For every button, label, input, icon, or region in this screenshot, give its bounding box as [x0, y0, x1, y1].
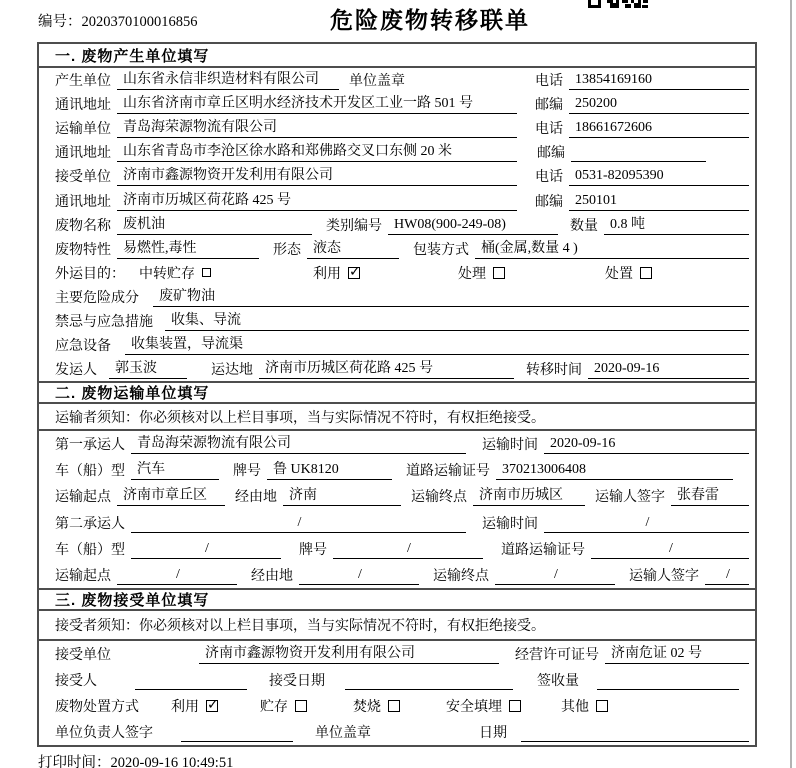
purpose-dispose — [605, 263, 652, 283]
row-receiver-person — [39, 667, 755, 693]
license-label: 经营许可证号 — [515, 647, 599, 663]
generator-zip-value: 250200 — [569, 94, 749, 114]
transport-time-label: 运输时间 — [482, 438, 538, 454]
transport-time-value: / — [544, 513, 749, 533]
row-vehicle-type-1 — [39, 457, 755, 483]
consignor-value: 郭玉波 — [109, 359, 187, 379]
serial-number — [38, 10, 198, 31]
checkbox-label: 利用 — [313, 266, 341, 282]
emergency-measures-label: 禁忌与应急措施 — [55, 314, 153, 330]
waste-property-label: 废物特性 — [55, 242, 111, 258]
waste-name-label: 废物名称 — [55, 218, 111, 234]
date-label: 日期 — [479, 725, 507, 741]
checkbox-checked-icon — [348, 267, 360, 279]
row-generator-address — [39, 92, 755, 116]
unit-seal-label: 单位盖章 — [315, 725, 371, 741]
receiver-phone-label: 电话 — [535, 170, 563, 186]
emergency-equipment-label: 应急设备 — [55, 339, 111, 355]
waste-qty-value: 0.8 吨 — [604, 215, 749, 235]
row-receiver-unit — [39, 164, 755, 188]
section-1-title: 一. 废物产生单位填写 — [39, 44, 755, 68]
vehicle-type-label: 车（船）型 — [55, 464, 125, 480]
generator-address-label: 通讯地址 — [55, 98, 111, 114]
transporter-address-label: 通讯地址 — [55, 146, 111, 162]
checkbox-label: 其他 — [561, 699, 589, 715]
receiver-zip-value: 250101 — [569, 191, 749, 211]
receive-date-value — [345, 670, 513, 690]
packing-label: 包装方式 — [413, 242, 469, 258]
plate-value: 鲁 UK8120 — [267, 460, 392, 480]
print-time — [38, 751, 233, 768]
row-disposal-method — [39, 693, 755, 719]
row-transporter-unit — [39, 116, 755, 140]
row-hazard-component — [39, 285, 755, 309]
section-2-title: 二. 废物运输单位填写 — [39, 381, 755, 404]
receiver-notice: 接受者须知：你必须核对以上栏目事项，当与实际情况不符时，有权拒绝接受。 — [39, 611, 755, 641]
route-via-label: 经由地 — [251, 568, 293, 584]
second-carrier-label: 第二承运人 — [55, 516, 125, 532]
generator-address-value: 山东省济南市章丘区明水经济技术开发区工业一路 501 号 — [117, 94, 517, 114]
row-route-2 — [39, 562, 755, 588]
generator-unit-value: 山东省永信非织造材料有限公司 — [117, 70, 339, 90]
hazard-component-label: 主要危险成分 — [55, 290, 139, 306]
receiver-address-value: 济南市历城区荷花路 425 号 — [117, 191, 517, 211]
transporter-phone-value: 18661672606 — [569, 118, 749, 138]
checkbox-checked-icon — [206, 700, 218, 712]
disposal-method-label: 废物处置方式 — [55, 699, 139, 715]
disposal-other — [561, 696, 608, 716]
checkbox-label: 安全填埋 — [446, 699, 502, 715]
qr-code-fragment — [588, 0, 648, 10]
receiver-unit-value: 济南市鑫源物资开发利用有限公司 — [117, 166, 517, 186]
waste-form-value: 液态 — [307, 239, 399, 259]
checkbox-icon — [388, 700, 400, 712]
carrier-sign-label: 运输人签字 — [629, 568, 699, 584]
road-permit-value: 370213006408 — [496, 460, 733, 480]
receiver-person-value — [135, 670, 247, 690]
row-consignor — [39, 357, 755, 381]
checkbox-label: 处理 — [458, 266, 486, 282]
purpose-transit-storage — [139, 263, 211, 283]
disposal-landfill — [446, 696, 521, 716]
checkbox-label: 利用 — [171, 699, 199, 715]
transporter-unit-label: 运输单位 — [55, 122, 111, 138]
generator-phone-label: 电话 — [535, 74, 563, 90]
row-transfer-purpose — [39, 261, 755, 285]
row-waste-name — [39, 213, 755, 237]
row-receiving-unit — [39, 641, 755, 667]
transport-time-label: 运输时间 — [482, 516, 538, 532]
transporter-unit-value: 青岛海荣源物流有限公司 — [117, 118, 517, 138]
receiver-person-label: 接受人 — [55, 673, 97, 689]
responsible-sign-label: 单位负责人签字 — [55, 725, 153, 741]
row-emergency-measures — [39, 309, 755, 333]
receiver-unit-label: 接受单位 — [55, 170, 111, 186]
route-start-value: 济南市章丘区 — [117, 486, 225, 506]
received-qty-label: 签收量 — [537, 673, 579, 689]
destination-label: 运达地 — [211, 363, 253, 379]
checkbox-label: 贮存 — [260, 699, 288, 715]
purpose-utilize — [313, 263, 360, 283]
route-via-value: 济南 — [283, 486, 401, 506]
disposal-storage — [260, 696, 307, 716]
checkbox-label: 处置 — [605, 266, 633, 282]
checkbox-icon — [596, 700, 608, 712]
checkbox-icon — [202, 268, 211, 277]
unit-seal-label: 单位盖章 — [349, 74, 405, 90]
license-value: 济南危证 02 号 — [605, 644, 749, 664]
first-carrier-label: 第一承运人 — [55, 438, 125, 454]
print-time-value: 2020-09-16 10:49:51 — [110, 755, 234, 768]
row-route-1 — [39, 483, 755, 509]
print-time-label: 打印时间： — [38, 755, 111, 768]
generator-unit-label: 产生单位 — [55, 74, 111, 90]
transporter-notice: 运输者须知：你必须核对以上栏目事项，当与实际情况不符时，有权拒绝接受。 — [39, 404, 755, 431]
received-qty-value — [597, 670, 739, 690]
page-edge-divider — [790, 0, 792, 768]
row-receiver-address — [39, 188, 755, 212]
row-responsible-signature — [39, 719, 755, 745]
destination-value: 济南市历城区荷花路 425 号 — [259, 359, 514, 379]
route-via-value: / — [299, 565, 419, 585]
vehicle-type-value: / — [131, 539, 281, 559]
route-start-label: 运输起点 — [55, 490, 111, 506]
generator-phone-value: 13854169160 — [569, 70, 749, 90]
manifest-form — [37, 42, 757, 747]
vehicle-type-value: 汽车 — [131, 460, 219, 480]
transfer-time-value: 2020-09-16 — [588, 359, 749, 379]
checkbox-icon — [295, 700, 307, 712]
waste-qty-label: 数量 — [570, 218, 598, 234]
route-end-label: 运输终点 — [433, 568, 489, 584]
transporter-zip-value — [571, 142, 706, 162]
receive-date-label: 接受日期 — [269, 673, 325, 689]
transfer-purpose-label: 外运目的： — [55, 266, 125, 282]
road-permit-label: 道路运输证号 — [501, 542, 585, 558]
transporter-phone-label: 电话 — [535, 122, 563, 138]
emergency-measures-value: 收集、导流 — [165, 311, 749, 331]
disposal-incinerate — [353, 696, 400, 716]
waste-property-value: 易燃性,毒性 — [117, 239, 259, 259]
row-transporter-address — [39, 140, 755, 164]
checkbox-label: 中转贮存 — [139, 266, 195, 282]
consignor-label: 发运人 — [55, 363, 97, 379]
row-waste-property — [39, 237, 755, 261]
receiving-unit-label: 接受单位 — [55, 647, 111, 663]
serial-label: 编号： — [38, 14, 82, 30]
date-value — [521, 722, 749, 742]
road-permit-value: / — [591, 539, 749, 559]
receiving-unit-value: 济南市鑫源物资开发利用有限公司 — [199, 644, 499, 664]
responsible-sign-value — [181, 722, 293, 742]
road-permit-label: 道路运输证号 — [406, 464, 490, 480]
checkbox-icon — [509, 700, 521, 712]
section-3-title: 三. 废物接受单位填写 — [39, 588, 755, 611]
route-start-value: / — [117, 565, 237, 585]
checkbox-label: 焚烧 — [353, 699, 381, 715]
waste-name-value: 废机油 — [117, 215, 312, 235]
first-carrier-value: 青岛海荣源物流有限公司 — [131, 434, 466, 454]
disposal-utilize — [171, 696, 218, 716]
carrier-sign-value: / — [705, 565, 749, 585]
route-start-label: 运输起点 — [55, 568, 111, 584]
route-via-label: 经由地 — [235, 490, 277, 506]
packing-value: 桶(金属,数量 4 ) — [475, 239, 749, 259]
checkbox-icon — [640, 267, 652, 279]
page-title: 危险废物转移联单 — [330, 7, 530, 33]
row-second-carrier — [39, 510, 755, 536]
plate-value: / — [333, 539, 483, 559]
row-generator-unit — [39, 68, 755, 92]
transfer-time-label: 转移时间 — [526, 363, 582, 379]
serial-value: 2020370100016856 — [81, 14, 198, 30]
receiver-address-label: 通讯地址 — [55, 194, 111, 210]
transporter-address-value: 山东省青岛市李沧区徐水路和郑佛路交叉口东侧 20 米 — [117, 142, 517, 162]
carrier-sign-label: 运输人签字 — [595, 490, 665, 506]
route-end-value: / — [495, 565, 615, 585]
receiver-phone-value: 0531-82095390 — [569, 166, 749, 186]
plate-label: 牌号 — [233, 464, 261, 480]
row-first-carrier — [39, 431, 755, 457]
route-end-label: 运输终点 — [411, 490, 467, 506]
checkbox-icon — [493, 267, 505, 279]
emergency-equipment-value: 收集装置，导流渠 — [125, 335, 749, 355]
vehicle-type-label: 车（船）型 — [55, 542, 125, 558]
transport-time-value: 2020-09-16 — [544, 434, 749, 454]
waste-code-value: HW08(900-249-08) — [388, 215, 558, 235]
second-carrier-value: / — [131, 513, 466, 533]
waste-code-label: 类别编号 — [326, 218, 382, 234]
row-vehicle-type-2 — [39, 536, 755, 562]
purpose-treat — [458, 263, 505, 283]
route-end-value: 济南市历城区 — [473, 486, 585, 506]
waste-form-label: 形态 — [273, 242, 301, 258]
transporter-zip-label: 邮编 — [537, 146, 565, 162]
row-emergency-equipment — [39, 333, 755, 357]
receiver-zip-label: 邮编 — [535, 194, 563, 210]
carrier-sign-value: 张春雷 — [671, 486, 749, 506]
generator-zip-label: 邮编 — [535, 98, 563, 114]
plate-label: 牌号 — [299, 542, 327, 558]
hazard-component-value: 废矿物油 — [153, 287, 749, 307]
